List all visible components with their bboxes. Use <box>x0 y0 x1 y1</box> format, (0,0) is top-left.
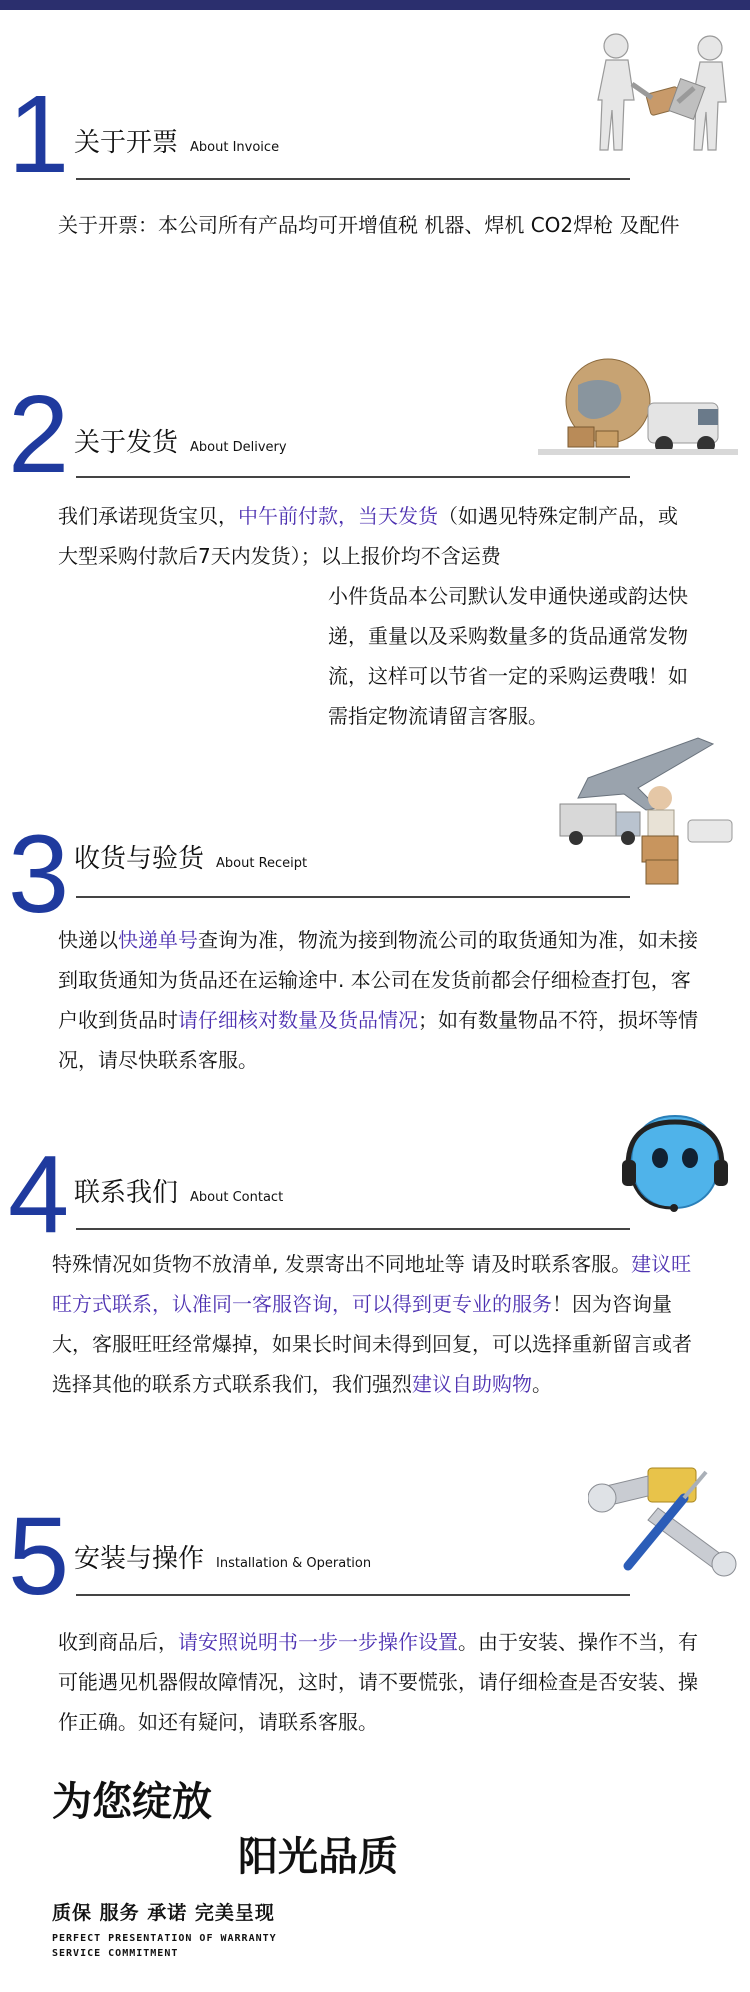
section-rule <box>76 1594 630 1596</box>
section-title-cn: 收货与验货 <box>74 844 205 874</box>
section-body: 关于开票：本公司所有产品均可开增值税 机器、焊机 CO2焊枪 及配件 <box>58 213 680 237</box>
section-body: 我们承诺现货宝贝，中午前付款，当天发货（如遇见特殊定制产品，或大型采购付款后7天内发货）；以上报价均不含运费 小件货品本公司默认发申通快递或韵达快递，重量以及采购数量多的货品通常发物流，这样可以节省一定的采购运费哦！如需指定物流请留言客服。 <box>58 504 688 728</box>
section-rule <box>76 1228 630 1230</box>
section-title-en: About Delivery <box>190 440 287 455</box>
tagline: 质保 服务 承诺 完美呈现 <box>52 1902 275 1924</box>
section-title <box>74 1172 283 1209</box>
handshake-figures-icon <box>588 32 738 162</box>
slogan-line-1: 为您绽放 <box>52 1779 212 1825</box>
wrench-tools-icon <box>588 1448 738 1578</box>
section-title <box>74 1538 371 1575</box>
section-title-en: About Contact <box>190 1190 284 1205</box>
section-title <box>74 422 287 459</box>
section-title-cn: 关于发货 <box>74 428 179 458</box>
section-title <box>74 838 307 875</box>
section-body: 快递以快递单号查询为准，物流为接到物流公司的取货通知为准，如未接到取货通知为货品还在运输途中. 本公司在发货前都会仔细检查打包，客户收到货品时请仔细核对数量及货品情况；如有数量物品不符，损坏等情况，请尽快联系客服。 <box>58 928 698 1072</box>
section-title-en: About Receipt <box>216 856 308 871</box>
section-title <box>74 122 279 159</box>
section-number: 2 <box>8 373 70 496</box>
section-title-cn: 关于开票 <box>74 128 179 158</box>
section-title-en: Installation & Operation <box>216 1556 372 1571</box>
section-number: 1 <box>8 73 70 196</box>
section-number: 5 <box>8 1495 70 1618</box>
section-rule <box>76 178 630 180</box>
airplane-truck-icon <box>548 718 738 888</box>
slogan-line-2: 阳光品质 <box>238 1834 398 1880</box>
tagline-en-1: PERFECT PRESENTATION OF WARRANTY <box>52 1933 277 1944</box>
section-rule <box>76 476 630 478</box>
section-rule <box>76 896 630 898</box>
globe-delivery-icon <box>538 355 738 465</box>
section-number: 3 <box>8 813 70 936</box>
section-number: 4 <box>8 1133 70 1256</box>
section-title-cn: 联系我们 <box>74 1178 179 1208</box>
top-bar <box>0 0 750 10</box>
section-title-cn: 安装与操作 <box>74 1544 205 1574</box>
headset-mascot-icon <box>620 1108 730 1218</box>
section-title-en: About Invoice <box>190 140 280 155</box>
section-body: 特殊情况如货物不放清单, 发票寄出不同地址等 请及时联系客服。建议旺旺方式联系，认准同一客服咨询，可以得到更专业的服务！因为咨询量大，客服旺旺经常爆掉，如果长时间未得到回复，可以选择重新留言或者选择其他的联系方式联系我们，我们强烈建议自助购物。 <box>52 1252 692 1396</box>
tagline-en-2: SERVICE COMMITMENT <box>52 1948 179 1959</box>
section-body: 收到商品后，请安照说明书一步一步操作设置。由于安装、操作不当，有可能遇见机器假故障情况，这时，请不要慌张，请仔细检查是否安装、操作正确。如还有疑问，请联系客服。 <box>58 1630 698 1734</box>
